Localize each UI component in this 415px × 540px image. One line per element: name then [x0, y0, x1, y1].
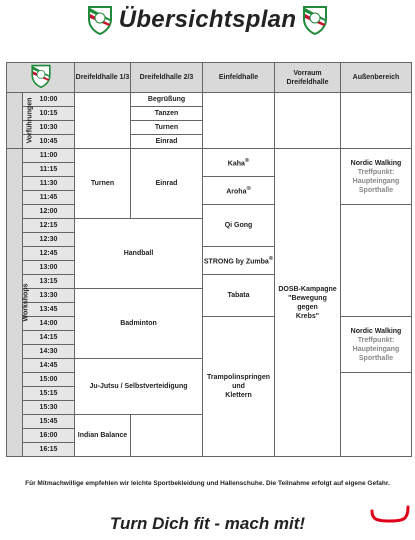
event-cell: Handball: [75, 219, 203, 289]
empty-cell: [341, 205, 412, 317]
header-logo-cell: [7, 63, 75, 93]
time-slot: 15:30: [23, 401, 75, 415]
page-title: Übersichtsplan: [118, 6, 297, 33]
time-slot: 14:30: [23, 345, 75, 359]
empty-cell: [203, 93, 275, 149]
time-slot: 15:45: [23, 415, 75, 429]
time-slot: 14:45: [23, 359, 75, 373]
event-cell: Einrad: [131, 135, 203, 149]
empty-cell: [75, 93, 131, 149]
time-slot: 12:15: [23, 219, 75, 233]
event-cell: Turnen: [75, 149, 131, 219]
event-cell: Einrad: [131, 149, 203, 219]
area-header: Dreifeldhalle 1/3: [75, 63, 131, 93]
red-corner-mark-icon: [370, 503, 410, 525]
empty-cell: [341, 93, 412, 149]
page-header: [0, 2, 415, 38]
event-cell: Turnen: [131, 121, 203, 135]
time-slot: 13:45: [23, 303, 75, 317]
time-slot: 11:00: [23, 149, 75, 163]
time-slot: 16:15: [23, 443, 75, 457]
club-logo-icon: [87, 5, 113, 35]
area-header: Dreifeldhalle 2/3: [131, 63, 203, 93]
club-logo-icon: [30, 64, 52, 88]
category-demos: Vorführungen: [7, 93, 23, 149]
event-cell: Badminton: [75, 289, 203, 359]
time-slot: 16:00: [23, 429, 75, 443]
event-cell-nordic: Nordic Walking Treffpunkt: Haupteingang Sporthalle: [341, 317, 412, 373]
area-header: Einfeldhalle: [203, 63, 275, 93]
slogan: Turn Dich fit - mach mit!: [109, 514, 306, 533]
empty-cell: [131, 415, 203, 457]
time-slot: 10:00: [23, 93, 75, 107]
time-slot: 11:15: [23, 163, 75, 177]
time-slot: 15:15: [23, 387, 75, 401]
area-header: Außenbereich: [341, 63, 412, 93]
event-cell: Qi Gong: [203, 205, 275, 247]
time-slot: 12:45: [23, 247, 75, 261]
time-slot: 10:45: [23, 135, 75, 149]
empty-cell: [275, 93, 341, 149]
time-slot: 13:30: [23, 289, 75, 303]
area-header: Vorraum Dreifeldhalle: [275, 63, 341, 93]
event-cell: Begrüßung: [131, 93, 203, 107]
time-slot: 10:30: [23, 121, 75, 135]
time-slot: 15:00: [23, 373, 75, 387]
event-cell: Trampolinspringen und Klettern: [203, 317, 275, 457]
time-slot: 11:45: [23, 191, 75, 205]
event-cell: STRONG by Zumba®: [203, 247, 275, 275]
event-cell: Tanzen: [131, 107, 203, 121]
event-cell: Aroha®: [203, 177, 275, 205]
time-slot: 13:00: [23, 261, 75, 275]
event-cell: Ju-Jutsu / Selbstverteidigung: [75, 359, 203, 415]
time-slot: 13:15: [23, 275, 75, 289]
time-slot: 14:15: [23, 331, 75, 345]
empty-cell: [341, 373, 412, 457]
event-cell-nordic: Nordic Walking Treffpunkt: Haupteingang Sporthalle: [341, 149, 412, 205]
time-slot: 14:00: [23, 317, 75, 331]
time-slot: 12:00: [23, 205, 75, 219]
club-logo-icon: [302, 5, 328, 35]
event-cell-dosb: DOSB-Kampagne "Bewegung gegen Krebs": [275, 149, 341, 457]
event-cell: Kaha®: [203, 149, 275, 177]
event-cell: Tabata: [203, 275, 275, 317]
footer-note: Für Mitmachwillige empfehlen wir leichte Sportbekleidung und Hallenschuhe. Die Teilnahme erfolgt auf eigene Gefahr.: [25, 480, 390, 487]
time-slot: 12:30: [23, 233, 75, 247]
time-slot: 11:30: [23, 177, 75, 191]
event-cell: Indian Balance: [75, 415, 131, 457]
category-workshops: Workshops: [7, 149, 23, 457]
schedule-table: [6, 62, 412, 457]
time-slot: 10:15: [23, 107, 75, 121]
